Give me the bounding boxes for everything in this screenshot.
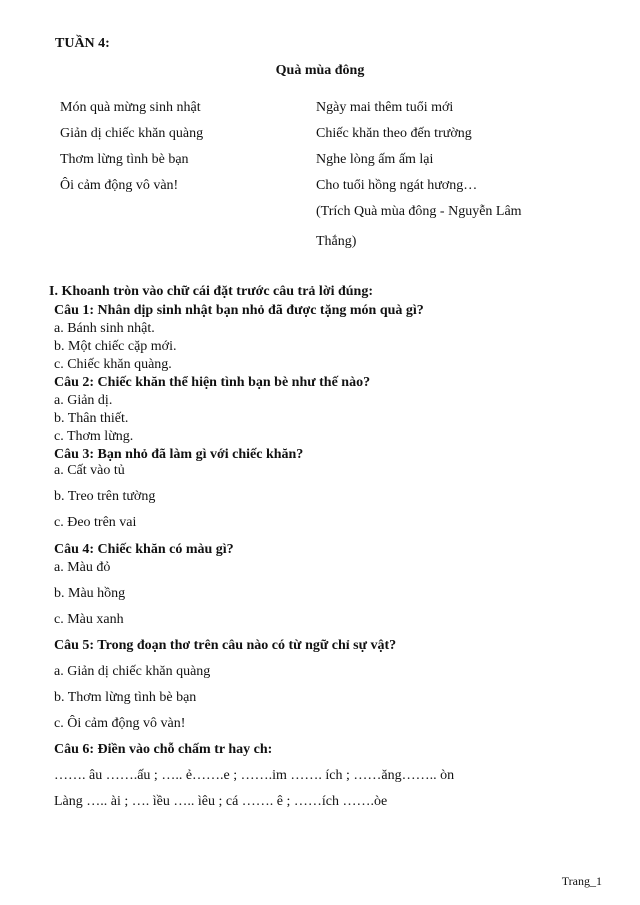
option: a. Giản dị.	[54, 393, 113, 408]
option: b. Một chiếc cặp mới.	[54, 339, 177, 354]
poem-left-column	[60, 95, 203, 199]
fill-line: ……. âu …….ấu ; ….. ẻ…….e ; …….im ……. ích ; ……ăng…….. òn	[54, 768, 455, 783]
poem-line: Giản dị chiếc khăn quàng	[60, 126, 204, 141]
poem-title: Quà mùa đông	[275, 63, 365, 78]
option: b. Thơm lừng tình bè bạn	[54, 690, 197, 705]
page-number: Trang_1	[561, 874, 602, 888]
poem-right-column	[316, 95, 546, 257]
option: a. Giản dị chiếc khăn quàng	[54, 664, 211, 679]
option: a. Màu đỏ	[54, 560, 111, 575]
option: b. Treo trên tường	[54, 489, 156, 504]
question-3-options	[54, 458, 155, 536]
question-3: Câu 3: Bạn nhỏ đã làm gì với chiếc khăn?	[54, 447, 304, 462]
option: c. Đeo trên vai	[54, 515, 137, 530]
question-5: Câu 5: Trong đoạn thơ trên câu nào có từ ngữ chỉ sự vật?	[54, 638, 397, 653]
section-title: I. Khoanh tròn vào chữ cái đặt trước câu trả lời đúng:	[49, 284, 373, 299]
poem-line: Thơm lừng tình bè bạn	[60, 152, 189, 167]
poem-line: Ngày mai thêm tuổi mới	[316, 100, 454, 115]
poem-source: (Trích Quà mùa đông - Nguyễn Lâm Thắng)	[316, 204, 522, 249]
option: c. Chiếc khăn quàng.	[54, 357, 172, 372]
poem-line: Món quà mừng sinh nhật	[60, 100, 201, 115]
fill-line: Làng ….. ài ; …. ìều ….. ìêu ; cá ……. ê ; ……ích …….òe	[54, 794, 388, 809]
question-1: Câu 1: Nhân dịp sinh nhật bạn nhỏ đã được tặng món quà gì?	[54, 303, 424, 318]
option: b. Màu hồng	[54, 586, 126, 601]
question-2: Câu 2: Chiếc khăn thể hiện tình bạn bè như thế nào?	[54, 375, 371, 390]
question-4: Câu 4: Chiếc khăn có màu gì?	[54, 542, 234, 557]
option: a. Cất vào tủ	[54, 463, 125, 478]
question-6: Câu 6: Điền vào chỗ chấm tr hay ch:	[54, 742, 273, 757]
option: c. Thơm lừng.	[54, 429, 134, 444]
option: a. Bánh sinh nhật.	[54, 321, 155, 336]
option: c. Màu xanh	[54, 612, 124, 627]
poem-line: Cho tuổi hồng ngát hương…	[316, 178, 478, 193]
week-label: TUẦN 4:	[55, 36, 110, 51]
option: b. Thân thiết.	[54, 411, 129, 426]
poem-line: Ôi cảm động vô vàn!	[60, 178, 179, 193]
question-block-4	[54, 541, 234, 577]
poem-line: Chiếc khăn theo đến trường	[316, 126, 472, 141]
question-block-1	[54, 302, 424, 464]
question-4-options	[54, 581, 454, 815]
option: c. Ôi cảm động vô vàn!	[54, 716, 186, 731]
poem-line: Nghe lòng ấm ấm lại	[316, 152, 434, 167]
